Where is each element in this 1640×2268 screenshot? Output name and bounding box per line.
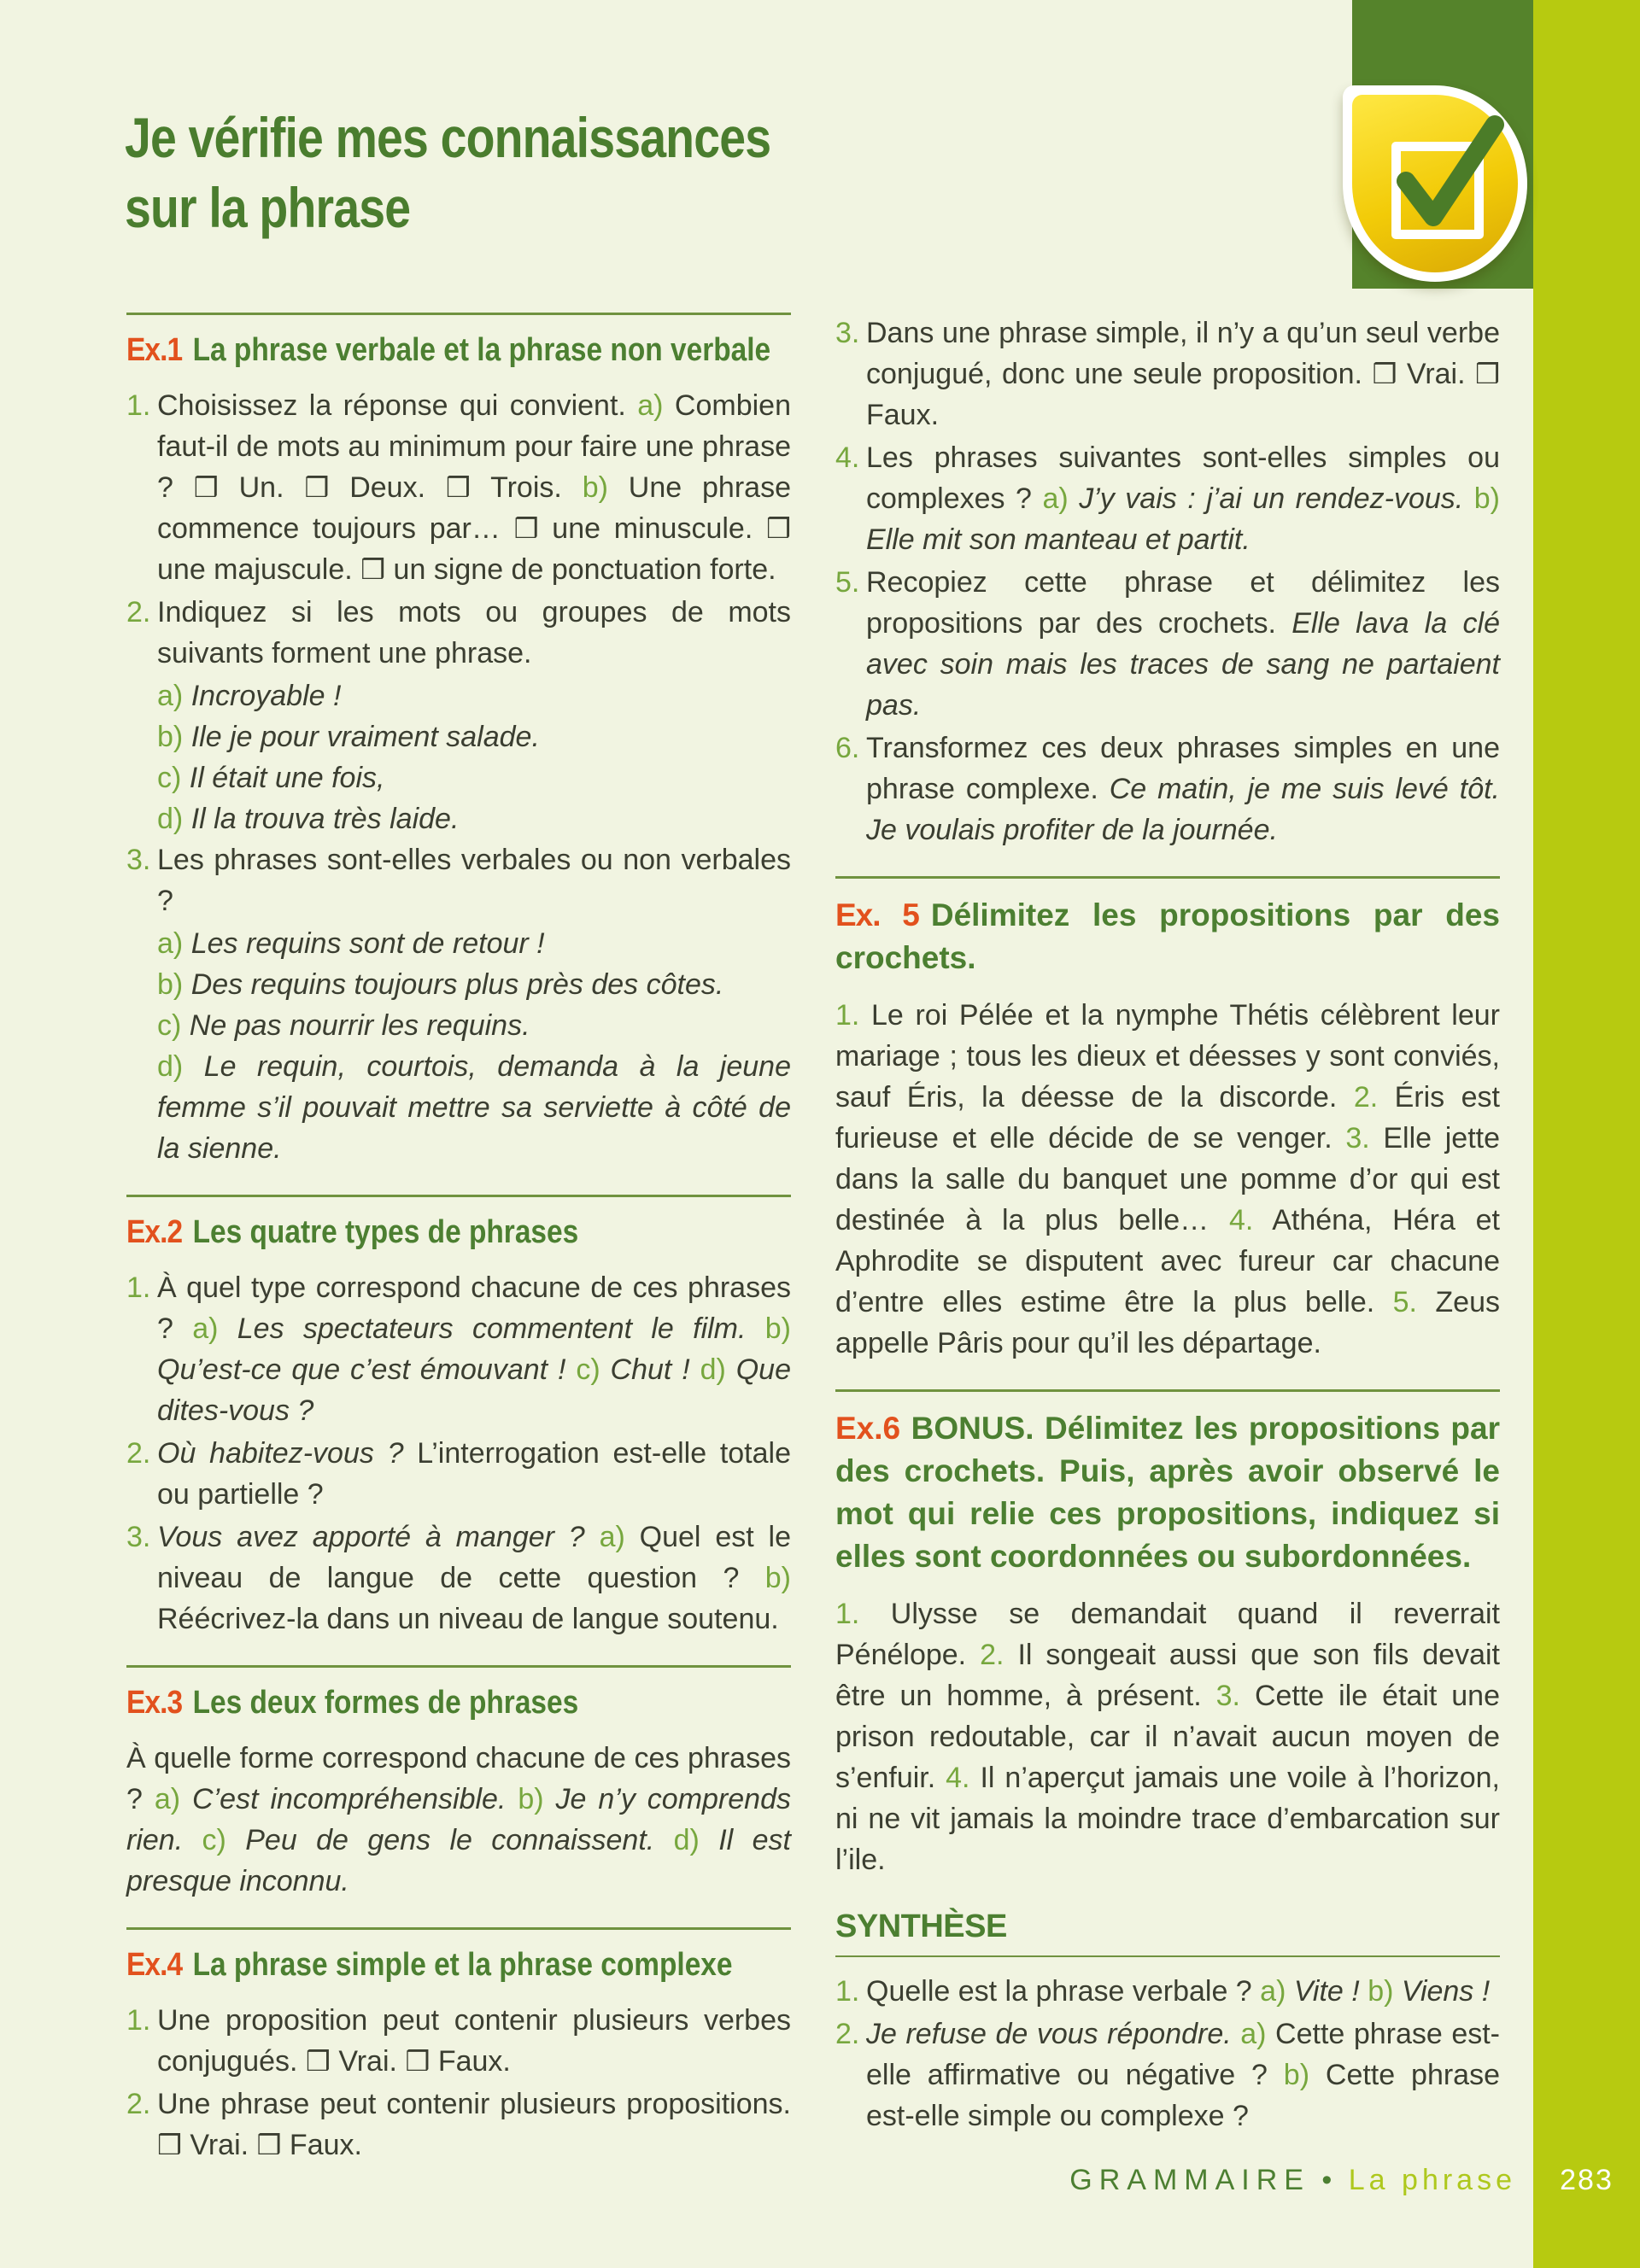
text-run: Je refuse de vous répondre.: [866, 2018, 1232, 2050]
text-run: d): [157, 1050, 204, 1083]
exercise-5: [835, 876, 1500, 1364]
text-run: a): [1042, 482, 1080, 515]
text-run: Elle lava la clé avec soin mais les traces de sang ne partaient pas.: [866, 607, 1500, 722]
item-text: [866, 732, 1500, 846]
text-run: 2.: [1353, 1081, 1395, 1114]
footer-bullet-icon: •: [1321, 2164, 1332, 2196]
option-line: [126, 675, 791, 716]
list-item: [126, 2084, 791, 2166]
text-run: b): [1473, 482, 1500, 515]
text-run: Elle jette dans la salle du banquet une pomme d’or qui est destinée à la plus belle…: [835, 1122, 1500, 1236]
text-run: Elle mit son manteau et partit.: [866, 523, 1250, 556]
text-run: Zeus appelle Pâris pour qu’il les départage.: [835, 1286, 1500, 1359]
text-run: Où habitez-vous ?: [157, 1437, 404, 1470]
list-item: [835, 562, 1500, 726]
exercise-1: [126, 313, 791, 1169]
item-number: 2.: [126, 596, 151, 628]
text-run: Il songeait aussi que son fils devait être un homme, à présent.: [835, 1639, 1500, 1712]
text-run: 3.: [1215, 1680, 1255, 1712]
page-title: [125, 102, 770, 243]
text-run: Ile je pour vraiment salade.: [190, 721, 540, 753]
exercise-paragraph: [835, 995, 1500, 1364]
text-run: c): [576, 1353, 611, 1386]
text-run: Quelle est la phrase verbale ?: [866, 1975, 1261, 2008]
exercise-4: [126, 1927, 791, 2166]
check-badge: [1343, 85, 1527, 282]
list-item: [835, 437, 1500, 560]
text-run: Une phrase peut contenir plusieurs propositions.: [157, 2088, 791, 2120]
item-number: 2.: [126, 2088, 151, 2120]
list-item: [126, 839, 791, 921]
exercise-title: Délimitez les propositions par des crochets.: [835, 897, 1500, 975]
section-divider: [126, 1927, 791, 1930]
option-line: [126, 1005, 791, 1046]
exercise-label: Ex.4: [126, 1947, 183, 1983]
page-number: 283: [1560, 2164, 1614, 2196]
text-run: Une proposition peut contenir plusieurs verbes conjugués.: [157, 2004, 791, 2078]
text-run: Chut !: [610, 1353, 690, 1386]
text-run: [1232, 2018, 1241, 2050]
text-run: [506, 1783, 518, 1815]
text-run: c): [157, 1009, 190, 1042]
checkbox-icon: ❒: [157, 2129, 182, 2161]
item-text: [866, 1975, 1490, 2008]
text-run: b): [518, 1783, 556, 1815]
text-run: Éris est furieuse et elle décide de se venger.: [835, 1081, 1500, 1154]
list-item: [126, 592, 791, 674]
checkbox-icon: ❒: [405, 2045, 430, 2078]
exercise-title: La phrase verbale et la phrase non verbale: [192, 332, 771, 368]
text-run: b): [157, 968, 191, 1001]
item-number: 3.: [835, 317, 860, 349]
exercise-title: La phrase simple et la phrase complexe: [192, 1947, 733, 1983]
text-run: Dans une phrase simple, il n’y a qu’un seul verbe conjugué, donc une seule proposition.: [866, 317, 1500, 390]
section-divider: [835, 876, 1500, 879]
text-run: BONUS. Délimitez les propositions par des crochets. Puis, après avoir observé le mot qui relie ces propositions, indiquez si elles sont coordonnées ou subordonnées.: [835, 1411, 1500, 1574]
text-run: Combien faut-il de mots au minimum pour faire une phrase ?: [157, 389, 791, 504]
text-run: Que dites-vous ?: [157, 1353, 791, 1427]
item-text: [866, 441, 1500, 556]
text-run: Les phrases suivantes sont-elles simples ou complexes ?: [866, 441, 1500, 515]
exercise-2-header: [126, 1213, 712, 1252]
text-run: Indiquez si les mots ou groupes de mots suivants forment une phrase.: [157, 596, 791, 669]
text-run: Choisissez la réponse qui convient.: [157, 389, 638, 422]
text-run: [1360, 1975, 1368, 2008]
checkbox-icon: ❒: [305, 2045, 331, 2078]
exercise-paragraph: [126, 1738, 791, 1902]
option-line: [126, 716, 791, 757]
text-run: Qu’est-ce que c’est émouvant !: [157, 1353, 566, 1386]
exercise-label: Ex. 5: [835, 897, 919, 932]
text-run: a): [157, 680, 191, 712]
exercise-3: [126, 1665, 791, 1902]
item-text: [157, 2088, 791, 2161]
exercise-4-continued: [835, 313, 1500, 850]
list-item: [126, 385, 791, 590]
checkbox-icon: ❒: [193, 471, 219, 504]
text-run: Vous avez apporté à manger ?: [157, 1521, 600, 1553]
text-run: b): [1368, 1975, 1402, 2008]
text-run: Il la trouva très laide.: [190, 803, 460, 835]
text-run: d): [673, 1824, 719, 1856]
list-item: [835, 313, 1500, 435]
item-number: 3.: [126, 844, 151, 876]
item-text: [157, 1521, 791, 1635]
synthese-header: SYNTHÈSE: [835, 1906, 1500, 1957]
exercise-label: Ex.3: [126, 1685, 183, 1721]
text-run: b): [764, 1562, 791, 1594]
text-run: Vrai.: [1397, 358, 1476, 390]
section-divider: [835, 1389, 1500, 1392]
text-run: b): [582, 471, 629, 504]
section-divider: [126, 1665, 791, 1668]
text-run: Vrai.: [330, 2045, 406, 2078]
text-run: 2.: [980, 1639, 1018, 1671]
option-line: [126, 964, 791, 1005]
text-run: Les spectateurs commentent le film.: [237, 1312, 747, 1345]
exercise-paragraph: [835, 1593, 1500, 1880]
footer: [735, 2164, 1516, 2197]
exercise-4-header: [126, 1945, 733, 1984]
checkbox-icon: ❒: [513, 512, 539, 545]
text-run: [1463, 482, 1474, 515]
item-text: [157, 844, 791, 917]
text-run: À quelle forme correspond chacune de ces phrases ?: [126, 1742, 791, 1815]
text-run: [746, 1312, 764, 1345]
text-run: C’est incompréhensible.: [192, 1783, 507, 1815]
item-text: [866, 566, 1500, 722]
checkbox-icon: ❒: [445, 471, 471, 504]
text-run: Cette ile était une prison redoutable, car il n’avait aucun moyen de s’enfuir.: [835, 1680, 1500, 1794]
option-line: [126, 798, 791, 839]
text-run: Il n’aperçut jamais une voile à l’horizon, ni ne vit jamais la moindre trace d’embarcation sur l’ile.: [835, 1762, 1500, 1876]
text-run: 5.: [1392, 1286, 1436, 1318]
item-number: 3.: [126, 1521, 151, 1553]
text-run: a): [637, 389, 675, 422]
exercise-2: [126, 1195, 791, 1640]
text-run: Vrai.: [181, 2129, 257, 2161]
list-item: [126, 2000, 791, 2082]
text-run: Quel est le niveau de langue de cette question ?: [157, 1521, 791, 1594]
text-run: Cette phrase est-elle simple ou complexe ?: [866, 2059, 1500, 2132]
item-text: [157, 1437, 791, 1511]
text-run: un signe de ponctuation forte.: [385, 553, 776, 586]
text-run: Des requins toujours plus près des côtes.: [190, 968, 724, 1001]
item-number: 1.: [835, 1975, 860, 2008]
exercise-6: [835, 1389, 1500, 1880]
right-column: [835, 313, 1500, 2162]
text-run: 4.: [946, 1762, 981, 1794]
list-item: [126, 1433, 791, 1515]
text-run: Les phrases sont-elles verbales ou non verbales ?: [157, 844, 791, 917]
text-run: Le roi Pélée et la nymphe Thétis célèbrent leur mariage ; tous les dieux et déesses y sont conviés, sauf Éris, la déesse de la discorde.: [835, 999, 1500, 1114]
exercise-6-header: [835, 1407, 1500, 1578]
item-number: 1.: [126, 2004, 151, 2037]
item-text: [157, 389, 791, 586]
text-run: Viens !: [1401, 1975, 1491, 2008]
item-number: 1.: [126, 389, 151, 422]
item-text: [157, 2004, 791, 2078]
text-run: a): [192, 1312, 237, 1345]
text-run: Peu de gens le connaissent.: [245, 1824, 655, 1856]
text-run: a): [1260, 1975, 1294, 2008]
text-run: L’interrogation est-elle totale ou partielle ?: [157, 1437, 792, 1511]
item-number: 4.: [835, 441, 860, 474]
text-run: a): [154, 1783, 193, 1815]
text-run: a): [1240, 2018, 1276, 2050]
item-number: 1.: [126, 1271, 151, 1304]
text-run: Ne pas nourrir les requins.: [189, 1009, 530, 1042]
text-run: Je n’y comprends rien.: [126, 1783, 791, 1856]
text-run: Athéna, Héra et Aphrodite se disputent avec fureur car chacune d’entre elles estime être la plus belle.: [835, 1204, 1500, 1318]
text-run: 3.: [1345, 1122, 1384, 1154]
item-number: 2.: [835, 2018, 860, 2050]
item-number: 5.: [835, 566, 860, 599]
text-run: b): [1283, 2059, 1326, 2091]
list-item: [126, 1517, 791, 1640]
text-run: Faux.: [866, 399, 940, 431]
exercise-label: Ex.2: [126, 1214, 183, 1250]
text-run: 4.: [1228, 1204, 1273, 1236]
exercise-5-header: [835, 894, 1500, 979]
checkbox-icon: ❒: [1475, 358, 1501, 390]
text-run: une minuscule.: [538, 512, 767, 545]
item-number: 6.: [835, 732, 860, 764]
exercise-title: Les deux formes de phrases: [192, 1685, 579, 1721]
page-title-line1: Je vérifie mes connaissances: [125, 106, 771, 169]
footer-topic-label: La phrase: [1348, 2164, 1516, 2196]
text-run: 1.: [835, 1598, 891, 1630]
checkbox-icon: ❒: [1372, 358, 1397, 390]
checkbox-icon: ❒: [256, 2129, 282, 2161]
text-run: Faux.: [281, 2129, 362, 2161]
footer-section-label: GRAMMAIRE: [1069, 2164, 1310, 2196]
text-run: Incroyable !: [190, 680, 342, 712]
item-number: 2.: [126, 1437, 151, 1470]
checkbox-icon: ❒: [360, 553, 386, 586]
text-run: [654, 1824, 673, 1856]
synthese-section: [835, 1906, 1500, 2136]
text-run: Une phrase commence toujours par…: [157, 471, 791, 545]
text-run: J’y vais : j’ai un rendez-vous.: [1079, 482, 1464, 515]
item-text: [866, 2018, 1500, 2132]
text-run: a): [157, 927, 191, 960]
text-run: [183, 1824, 202, 1856]
text-run: d): [157, 803, 191, 835]
text-run: Ce matin, je me suis levé tôt. Je voulais profiter de la journée.: [866, 773, 1500, 846]
text-run: Les requins sont de retour !: [190, 927, 545, 960]
text-run: Faux.: [430, 2045, 511, 2078]
section-divider: [126, 313, 791, 315]
section-divider: [126, 1195, 791, 1197]
exercise-title: Les quatre types de phrases: [192, 1214, 579, 1250]
left-column: [126, 313, 791, 2191]
text-run: Deux.: [329, 471, 446, 504]
text-run: d): [700, 1353, 736, 1386]
text-run: c): [202, 1824, 246, 1856]
text-run: c): [157, 762, 190, 794]
list-item: [126, 1267, 791, 1431]
text-run: b): [764, 1312, 791, 1345]
text-run: Il est presque inconnu.: [126, 1824, 791, 1897]
checkbox-icon: ❒: [304, 471, 330, 504]
item-text: [866, 317, 1500, 431]
text-run: [565, 1353, 576, 1386]
text-run: Transformez ces deux phrases simples en une phrase complexe.: [866, 732, 1500, 805]
list-item: [835, 2014, 1500, 2136]
text-run: Ulysse se demandait quand il reverrait Pénélope.: [835, 1598, 1500, 1671]
text-run: 1.: [835, 999, 871, 1032]
item-text: [157, 596, 791, 669]
text-run: Il était une fois,: [189, 762, 385, 794]
checkmark-icon: [1394, 109, 1507, 237]
page-title-line2: sur la phrase: [125, 176, 411, 239]
text-run: Cette phrase est-elle affirmative ou négative ?: [866, 2018, 1500, 2091]
text-run: À quel type correspond chacune de ces phrases ?: [157, 1271, 791, 1345]
exercise-label: Ex.1: [126, 332, 183, 368]
text-run: Un.: [218, 471, 305, 504]
option-line: [126, 923, 791, 964]
text-run: Vite !: [1293, 1975, 1360, 2008]
text-run: [690, 1353, 700, 1386]
checkbox-icon: ❒: [766, 512, 791, 545]
text-run: Trois.: [470, 471, 583, 504]
text-run: Ex.6: [835, 1411, 911, 1446]
right-edge-bar: [1533, 0, 1640, 2268]
item-text: [157, 1271, 791, 1427]
exercise-3-header: [126, 1683, 712, 1722]
text-run: b): [157, 721, 191, 753]
option-line: [126, 757, 791, 798]
text-run: une majuscule.: [157, 553, 361, 586]
text-run: Le requin, courtois, demanda à la jeune femme s’il pouvait mettre sa serviette à côté de la sienne.: [157, 1050, 791, 1165]
text-run: a): [599, 1521, 640, 1553]
text-run: Réécrivez-la dans un niveau de langue soutenu.: [157, 1603, 779, 1635]
text-run: Recopiez cette phrase et délimitez les propositions par des crochets.: [866, 566, 1500, 640]
list-item: [835, 728, 1500, 850]
option-line: [126, 1046, 791, 1169]
list-item: [835, 1971, 1500, 2012]
exercise-1-header: [126, 330, 771, 370]
